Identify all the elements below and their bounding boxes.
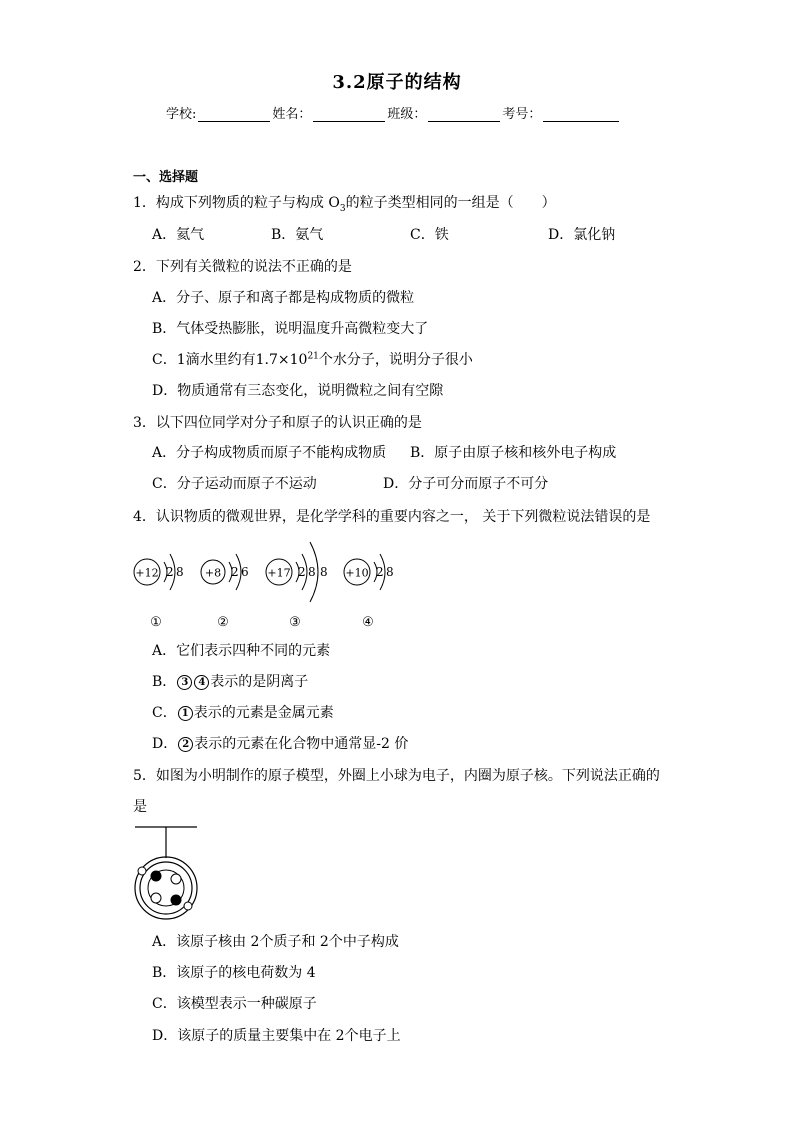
neutron-2 [151,893,161,903]
diagram-label-2: ② [217,615,229,630]
class-blank[interactable] [428,107,500,122]
q5-option-a[interactable]: A．该原子核由 2个质子和 2个中子构成 [152,934,399,950]
name-label: 姓名： [272,107,312,122]
page-title: 3.2原子的结构 [332,72,462,93]
name-blank[interactable] [313,107,385,122]
q3-option-b[interactable]: B．原子由原子核和核外电子构成 [410,445,617,461]
q3-stem: 3．以下四位同学对分子和原子的认识正确的是 [133,415,422,431]
q3-option-a[interactable]: A．分子构成物质而原子不能构成物质 [152,445,387,461]
q2-option-c[interactable]: C．1滴水里约有$1.7\times 10^{21}$个水分子，说明分子很小 [152,351,473,368]
q3-option-c[interactable]: C．分子运动而原子不运动 [152,476,317,492]
shell-2-2: 6 [241,565,249,579]
shell-4-1: 2 [376,565,384,579]
class-label: 班级： [387,107,427,122]
shell-3-1: 2 [298,565,306,579]
structure-diagram-1 [134,554,184,630]
circled-number-3: 3 [177,675,192,690]
q2-option-d[interactable]: D．物质通常有三态变化，说明微粒之间有空隙 [152,383,444,399]
q4-option-b[interactable]: B． 3 4 表示的是阴离子 [152,674,309,690]
shell-2-1: 2 [231,565,239,579]
section-heading: 一、选择题 [133,170,199,185]
electron-1 [138,867,146,875]
circled-number-2: 2 [178,737,193,752]
electron-2 [184,902,192,910]
school-label: 学校: [166,107,197,122]
number-label: 考号： [502,107,542,122]
shell-4-2: 8 [386,565,394,579]
q5-option-d[interactable]: D．该原子的质量主要集中在 2个电子上 [152,1028,401,1044]
circled-number-1: 1 [178,706,193,721]
nucleus-charge-3: +17 [267,566,291,580]
proton-2 [171,895,181,905]
atom-structure-diagrams [130,528,410,632]
q1-option-d[interactable]: D．氯化钠 [548,227,616,243]
q4-stem: 4．认识物质的微观世界，是化学学科的重要内容之一， 关于下列微粒说法错误的是 [133,509,651,525]
q2-option-b[interactable]: B．气体受热膨胀，说明温度升高微粒变大了 [152,321,429,337]
q4-option-d[interactable]: D． 2 表示的元素在化合物中通常显-2 价 [152,736,409,752]
q3-option-d[interactable]: D．分子可分而原子不可分 [383,476,549,492]
q1-option-c[interactable]: C．铁 [410,227,449,243]
q5-option-b[interactable]: B．该原子的核电荷数为 4 [152,965,316,981]
structure-diagram-3 [266,542,328,630]
q1-option-b[interactable]: B．氨气 [271,227,324,243]
student-info-line [166,103,621,122]
shell-3-3: 8 [320,565,328,579]
number-blank[interactable] [543,107,619,122]
q5-stem-line1: 5．如图为小明制作的原子模型，外圈上小球为电子，内圈为原子核。下列说法正确的 [133,768,660,784]
nucleus-charge-4: +10 [345,566,369,580]
diagram-label-3: ③ [289,615,301,630]
proton-1 [151,871,161,881]
q5-stem-line2: 是 [133,799,147,815]
q2-stem: 2．下列有关微粒的说法不正确的是 [133,259,352,275]
q1-option-a[interactable]: A．氦气 [152,227,205,243]
circled-number-4: 4 [194,675,209,690]
q1-stem: 1．构成下列物质的粒子与构成 $O_3$的粒子类型相同的一组是（ ） [133,195,556,214]
structure-diagram-2 [201,554,249,630]
neutron-1 [171,874,181,884]
q5-option-c[interactable]: C．该模型表示一种碳原子 [152,996,317,1012]
school-blank[interactable] [198,107,270,122]
diagram-label-1: ① [150,615,162,630]
nucleus-charge-1: +12 [135,566,159,580]
structure-diagram-4 [344,554,394,630]
atom-model-figure [130,822,210,922]
q4-option-a[interactable]: A．它们表示四种不同的元素 [152,643,331,659]
nucleus-charge-2: +8 [204,566,222,580]
shell-1-1: 2 [166,565,174,579]
shell-1-2: 8 [176,565,184,579]
q4-option-c[interactable]: C． 1 表示的元素是金属元素 [152,705,334,721]
diagram-label-4: ④ [362,615,374,630]
shell-3-2: 8 [308,565,316,579]
q2-option-a[interactable]: A．分子、原子和离子都是构成物质的微粒 [152,290,415,306]
